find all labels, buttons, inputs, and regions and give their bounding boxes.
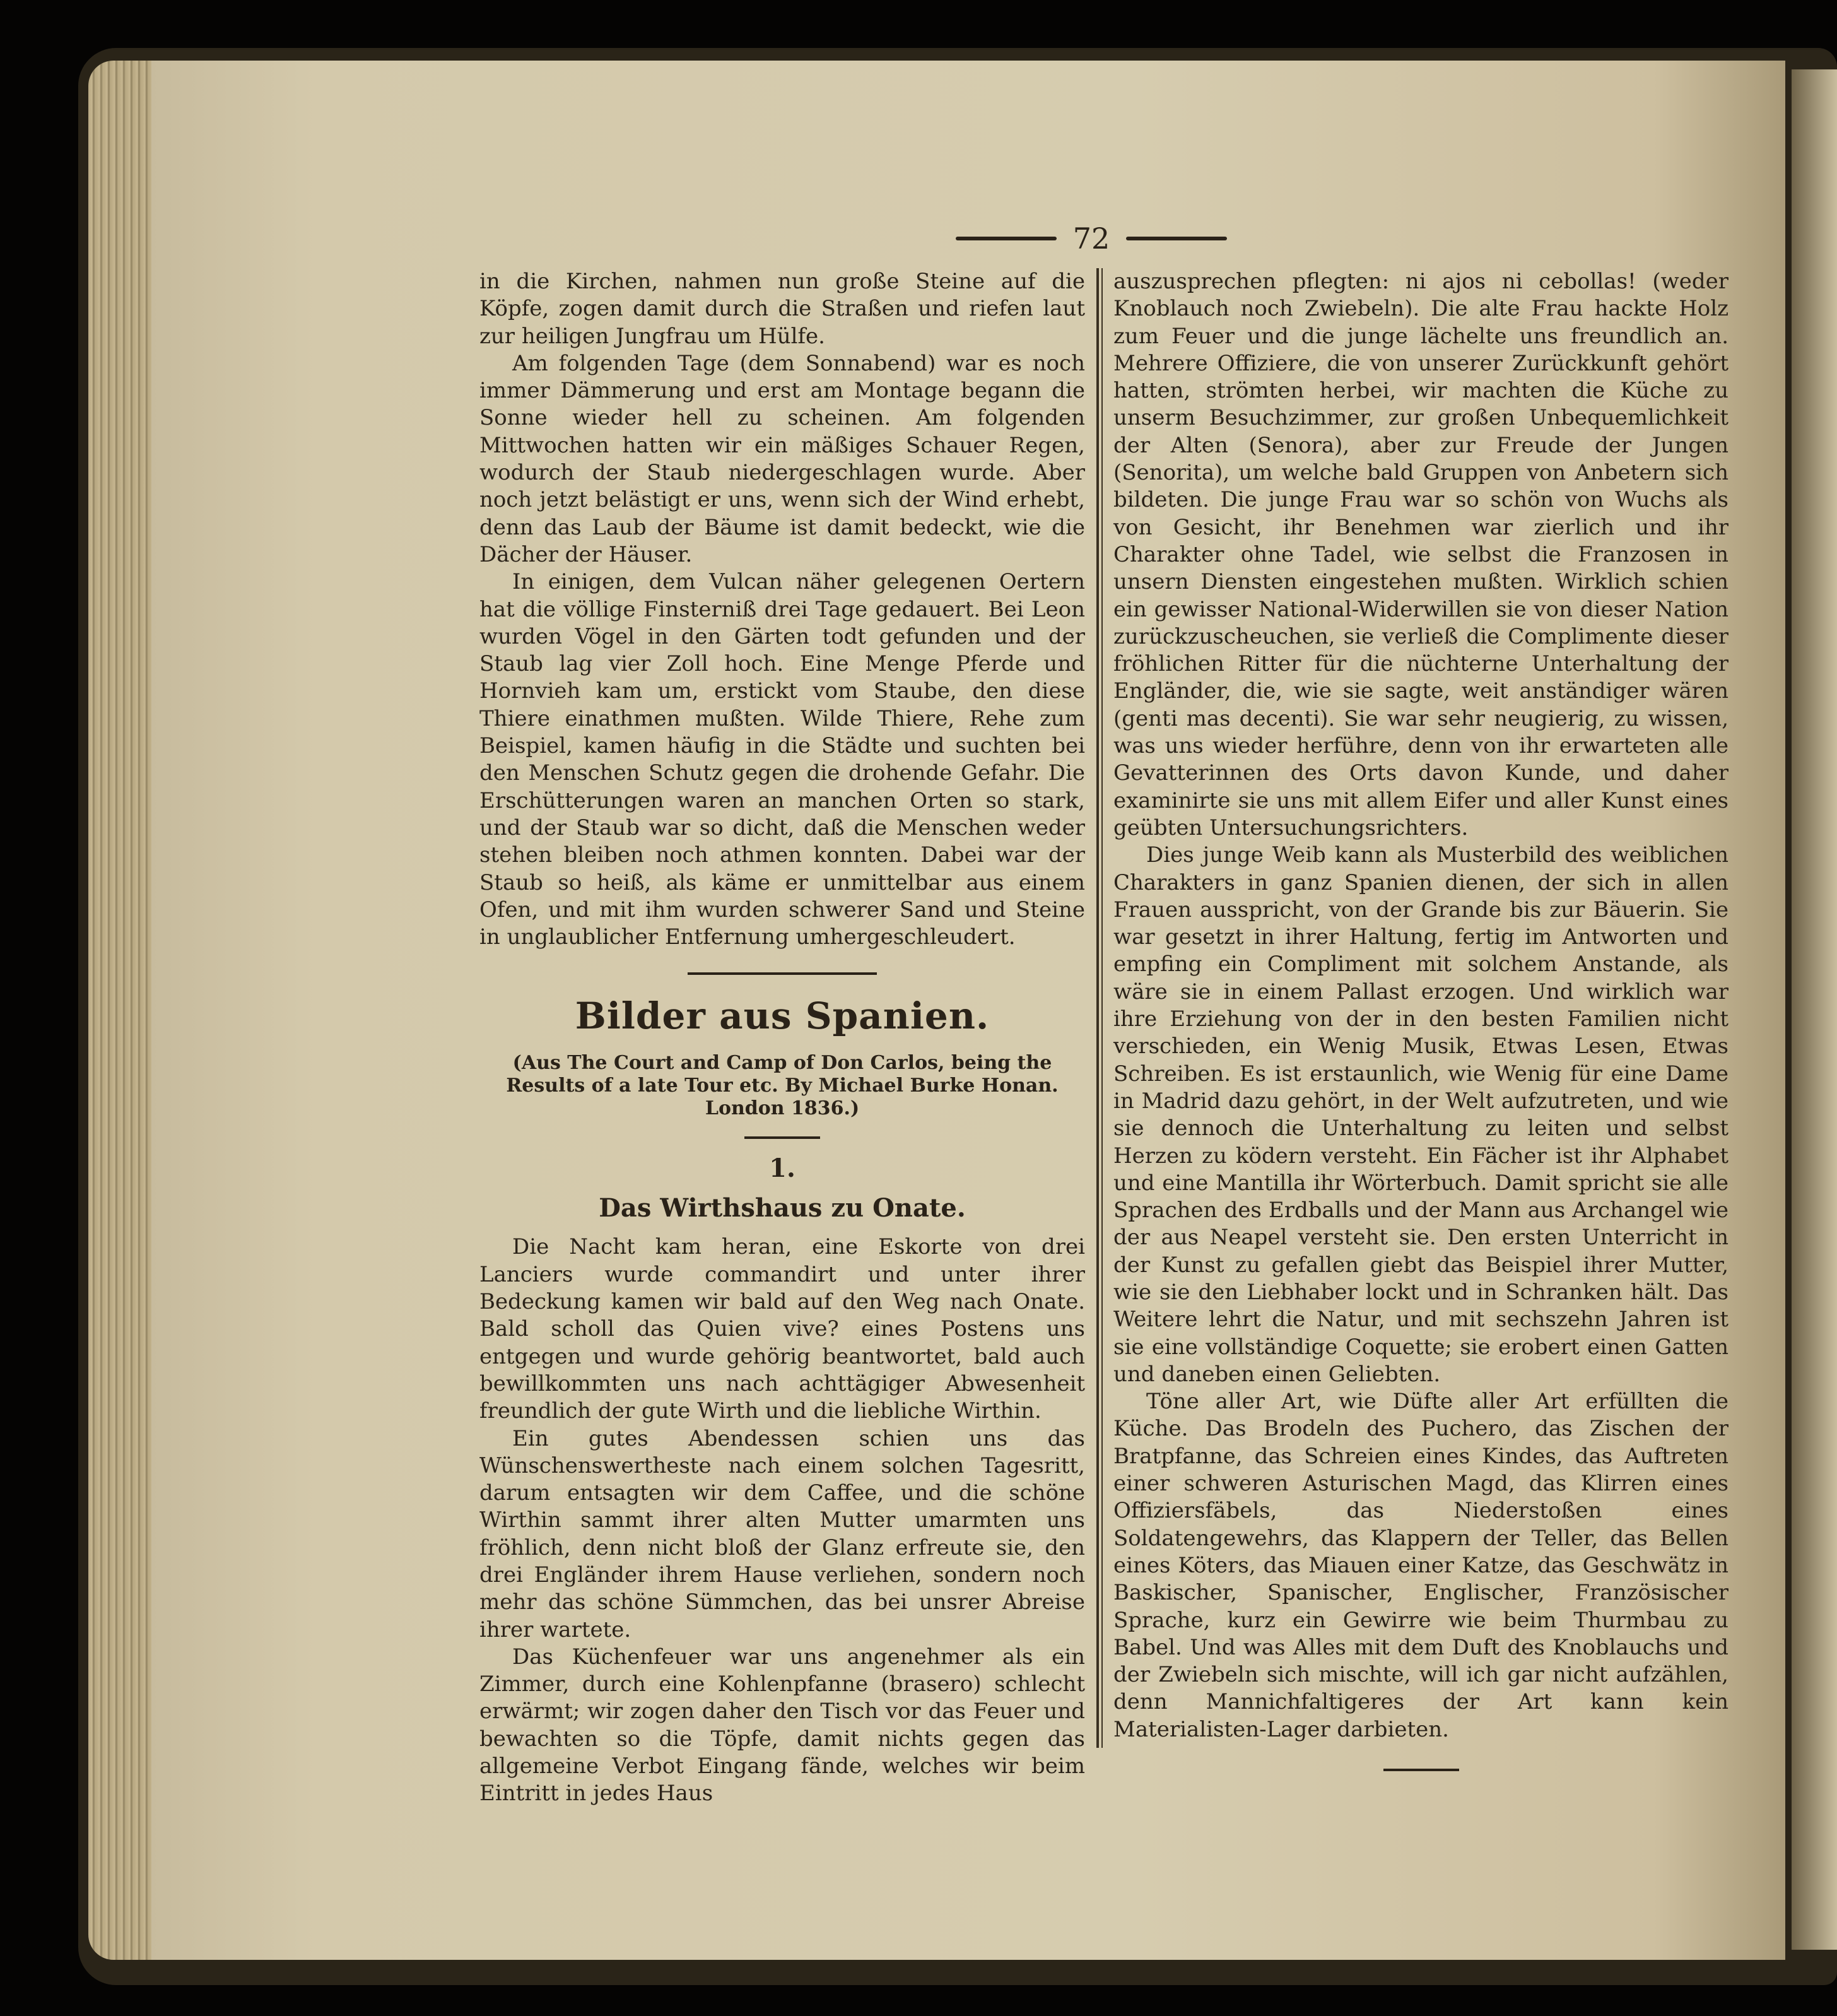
paragraph: Ein gutes Abendessen schien uns das Wünschenswertheste nach einem solchen Tagesritt, darum entsagten wir dem Caffee, und die schöne Wirthin sammt ihrer alten Mutter umarmten uns fröhlich, denn nicht bloß der Glanz erfreute sie, den drei Engländer ihrem Hause verliehen, sondern noch mehr das schöne Sümmchen, das bei unsrer Abreise ihrer wartete.	[479, 1425, 1085, 1642]
page-number: 72	[1072, 221, 1110, 256]
section-separator	[688, 972, 877, 975]
subsection-separator	[744, 1136, 820, 1139]
column-divider	[1096, 268, 1099, 1748]
paragraph: In einigen, dem Vulcan näher gelegenen Oertern hat die völlige Finsterniß drei Tage gedauert. Bei Leon wurden Vögel in den Gärten todt gefunden und der Staub lag vier Zoll hoch. Eine Menge Pferde und Hornvieh kam um, erstickt vom Staube, den diese Thiere einathmen mußten. Wilde Thiere, Rehe zum Beispiel, kamen häufig in die Städte und suchten bei den Menschen Schutz gegen die drohende Gefahr. Die Erschütterungen waren an manchen Orten so stark, und der Staub war so dicht, daß die Menschen weder stehen bleiben noch athmen konnten. Dabei war der Staub so heiß, als käme er unmittelbar aus einem Ofen, und mit ihm wurden schwerer Sand und Steine in unglaublicher Entfernung umhergeschleudert.	[479, 569, 1085, 950]
article-heading: Bilder aus Spanien.	[575, 994, 990, 1038]
column-divider-thin	[1101, 268, 1103, 1748]
paragraph: Am folgenden Tage (dem Sonnabend) war es noch immer Dämmerung und erst am Montage begann die Sonne wieder hell zu scheinen. Am folgenden Mittwochen hatten wir ein mäßiges Schauer Regen, wodurch der Staub niedergeschlagen wurde. Aber noch jetzt belästigt er uns, wenn sich der Wind erhebt, denn das Laub der Bäume ist damit bedeckt, wie die Dächer der Häuser.	[479, 350, 1085, 567]
paragraph: auszusprechen pflegten: ni ajos ni cebollas! (weder Knoblauch noch Zwiebeln). Die alte Frau hackte Holz zum Feuer und die junge lächelte uns freundlich an. Mehrere Offiziere, die von unserer Zurückkunft gehört hatten, strömten herbei, wir machten die Küche zu unserm Besuchzimmer, zur großen Unbequemlichkeit der Alten (Senora), aber zur Freude der Jungen (Senorita), um welche bald Gruppen von Anbetern sich bildeten. Die junge Frau war so schön von Wuchs als von Gesicht, ihr Benehmen war zierlich und ihr Charakter ohne Tadel, wie selbst die Franzosen in unsern Diensten eingestehen mußten. Wirklich schien ein gewisser National-Widerwillen sie von dieser Nation zurückzuscheuchen, sie verließ die Complimente dieser fröhlichen Ritter für die nüchterne Unterhaltung der Engländer, die, wie sie sagte, weit anständiger wären (genti mas decenti). Sie war sehr neugierig, zu wissen, was uns wieder herführe, denn von ihr erwarteten alle Gevatterinnen des Orts davon Kunde, und daher examinirte sie uns mit allem Eifer und aller Kunst eines geübten Untersuchungsrichters.	[1113, 269, 1728, 840]
source-note: (Aus The Court and Camp of Don Carlos, being the Results of a late Tour etc. By Michael Burke Honan. London 1836.)	[506, 1052, 1059, 1120]
page-header	[934, 220, 1249, 257]
right-column	[1113, 268, 1728, 1771]
paragraph: Dies junge Weib kann als Musterbild des weiblichen Charakters in ganz Spanien dienen, der sich in allen Frauen ausspricht, von der Grande bis zur Bäuerin. Sie war gesetzt in ihrer Haltung, fertig im Antworten und empfing ein Compliment mit solchem Anstande, als wäre sie in einem Pallast erzogen. Und wirklich war ihre Erziehung von der in den besten Familien nicht verschieden, ein Wenig Musik, Etwas Lesen, Etwas Schreiben. Es ist erstaunlich, wie Wenig für eine Dame in Madrid dazu gehört, in der Welt aufzutreten, und wie sie dennoch die Unterhaltung zu leiten und selbst Herzen zu ködern versteht. Ein Fächer ist ihr Alphabet und eine Mantilla ihr Wörterbuch. Damit spricht sie alle Sprachen des Erdballs und der Mann aus Archangel wie der aus Neapel versteht sie. Den ersten Unterricht in der Kunst zu gefallen giebt das Beispiel ihrer Mutter, wie sie den Liebhaber lockt und in Schranken hält. Das Weitere lehrt die Natur, und mit sechszehn Jahren ist sie eine vollständige Coquette; sie erobert einen Gatten und daneben einen Geliebten.	[1113, 842, 1728, 1387]
header-rule-right	[1126, 237, 1227, 240]
paragraph: Die Nacht kam heran, eine Eskorte von drei Lanciers wurde commandirt und unter ihrer Bedeckung kamen wir bald auf den Weg nach Onate. Bald scholl das Quien vive? eines Postens uns entgegen und wurde gehörig beantwortet, bald auch bewillkommten uns nach achttägiger Abwesenheit freundlich der gute Wirth und die liebliche Wirthin.	[479, 1234, 1085, 1424]
left-column	[479, 268, 1085, 1808]
end-separator	[1383, 1769, 1459, 1771]
chapter-title: Das Wirthshaus zu Onate.	[599, 1193, 966, 1223]
paragraph: Das Küchenfeuer war uns angenehmer als ein Zimmer, durch eine Kohlenpfanne (brasero) schlecht erwärmt; wir zogen daher den Tisch vor das Feuer und bewachten so die Töpfe, damit nichts gegen das allgemeine Verbot Eingang fände, welches wir beim Eintritt in jedes Haus	[479, 1644, 1085, 1807]
chapter-number: 1.	[769, 1153, 795, 1184]
paragraph: Töne aller Art, wie Düfte aller Art erfüllten die Küche. Das Brodeln des Puchero, das Zischen der Bratpfanne, das Schreien eines Kindes, das Auftreten einer schweren Asturischen Magd, das Klirren eines Offiziersfäbels, das Niederstoßen eines Soldatengewehrs, das Klappern der Teller, das Bellen eines Köters, das Miauen einer Katze, das Geschwätz in Baskischer, Spanischer, Englischer, Französischer Sprache, kurz ein Gewirre wie beim Thurmbau zu Babel. Und was Alles mit dem Duft des Knoblauchs und der Zwiebeln sich mischte, will ich gar nicht aufzählen, denn Mannichfaltigeres der Art kann kein Materialisten-Lager darbieten.	[1113, 1389, 1728, 1742]
facing-page-edge	[1792, 69, 1837, 1950]
paragraph: in die Kirchen, nahmen nun große Steine auf die Köpfe, zogen damit durch die Straßen und riefen laut zur heiligen Jungfrau um Hülfe.	[479, 269, 1085, 349]
header-rule-left	[956, 237, 1057, 240]
